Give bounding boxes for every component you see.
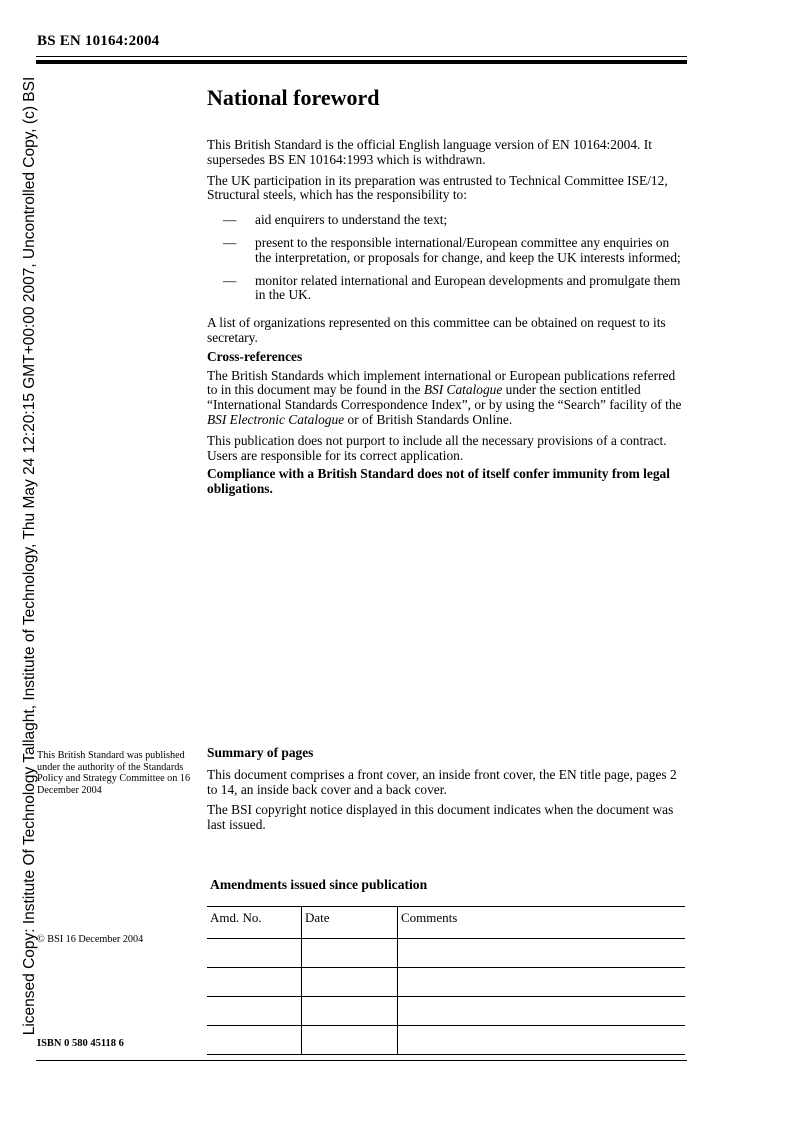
summary-pages-paragraph: This document comprises a front cover, an inside front cover, the EN title page, pages 2 to 14, an inside back cover and a back cover. xyxy=(207,766,677,797)
authority-note: This British Standard was published under the authority of the Standards Policy and Strategy Committee on 16 December 2004 xyxy=(37,750,191,796)
table-row xyxy=(207,1026,685,1055)
committee-paragraph: The UK participation in its preparation was entrusted to Technical Committee ISE/12, Structural steels, which has the responsibility to: xyxy=(207,172,668,203)
list-item: — monitor related international and European developments and promulgate them in the UK. xyxy=(223,272,681,303)
table-row xyxy=(207,997,685,1026)
column-header-amd-no: Amd. No. xyxy=(207,907,302,939)
summary-heading: Summary of pages xyxy=(207,745,314,760)
table-row xyxy=(207,939,685,968)
amendments-title: Amendments issued since publication xyxy=(210,877,428,892)
isbn: ISBN 0 580 45118 6 xyxy=(37,1038,124,1049)
crossref-heading: Cross-references xyxy=(207,348,303,364)
list-item: — present to the responsible international/European committee any enquiries on the interpretation, or proposals for change, and keep the UK interests informed; xyxy=(223,234,681,265)
column-header-date: Date xyxy=(302,907,398,939)
summary-copyright-paragraph: The BSI copyright notice displayed in this document indicates when the document was last issued. xyxy=(207,802,674,833)
list-item: — aid enquirers to understand the text; xyxy=(223,212,448,228)
organizations-paragraph: A list of organizations represented on this committee can be obtained on request to its secretary. xyxy=(207,315,666,345)
crossref-paragraph: The British Standards which implement international or European publications referred to in this document may be found in the BSI Catalogue under the section entitled “International Standards Correspondence Index”, or by using the “Search” facility of the BSI Electronic Catalogue or of British Standards Online. xyxy=(207,367,682,427)
footer-rule xyxy=(36,1060,687,1061)
purport-paragraph: This publication does not purport to include all the necessary provisions of a contract. Users are responsible for its correct application. xyxy=(207,432,667,463)
header-rule-thin xyxy=(36,56,687,57)
compliance-statement: Compliance with a British Standard does not of itself confer immunity from legal obligations. xyxy=(207,466,670,497)
page-title: National foreword xyxy=(207,85,380,110)
table-header-row xyxy=(207,907,685,939)
header-rule-thick xyxy=(36,60,687,64)
summary-section xyxy=(207,746,687,839)
foreword-body xyxy=(207,138,687,503)
table-row xyxy=(207,968,685,997)
copyright-note: © BSI 16 December 2004 xyxy=(37,934,144,945)
amendments-table xyxy=(207,906,685,1055)
license-watermark: Licensed Copy: Institute Of Technology Tallaght, Institute of Technology, Thu May 24 12:20:15 GMT+00:00 2007, Uncontrolled Copy, (c) BSI xyxy=(21,76,38,1036)
document-id: BS EN 10164:2004 xyxy=(37,33,160,49)
intro-paragraph: This British Standard is the official English language version of EN 10164:2004. It supersedes BS EN 10164:1993 which is withdrawn. xyxy=(207,137,652,167)
column-header-comments: Comments xyxy=(398,907,686,939)
